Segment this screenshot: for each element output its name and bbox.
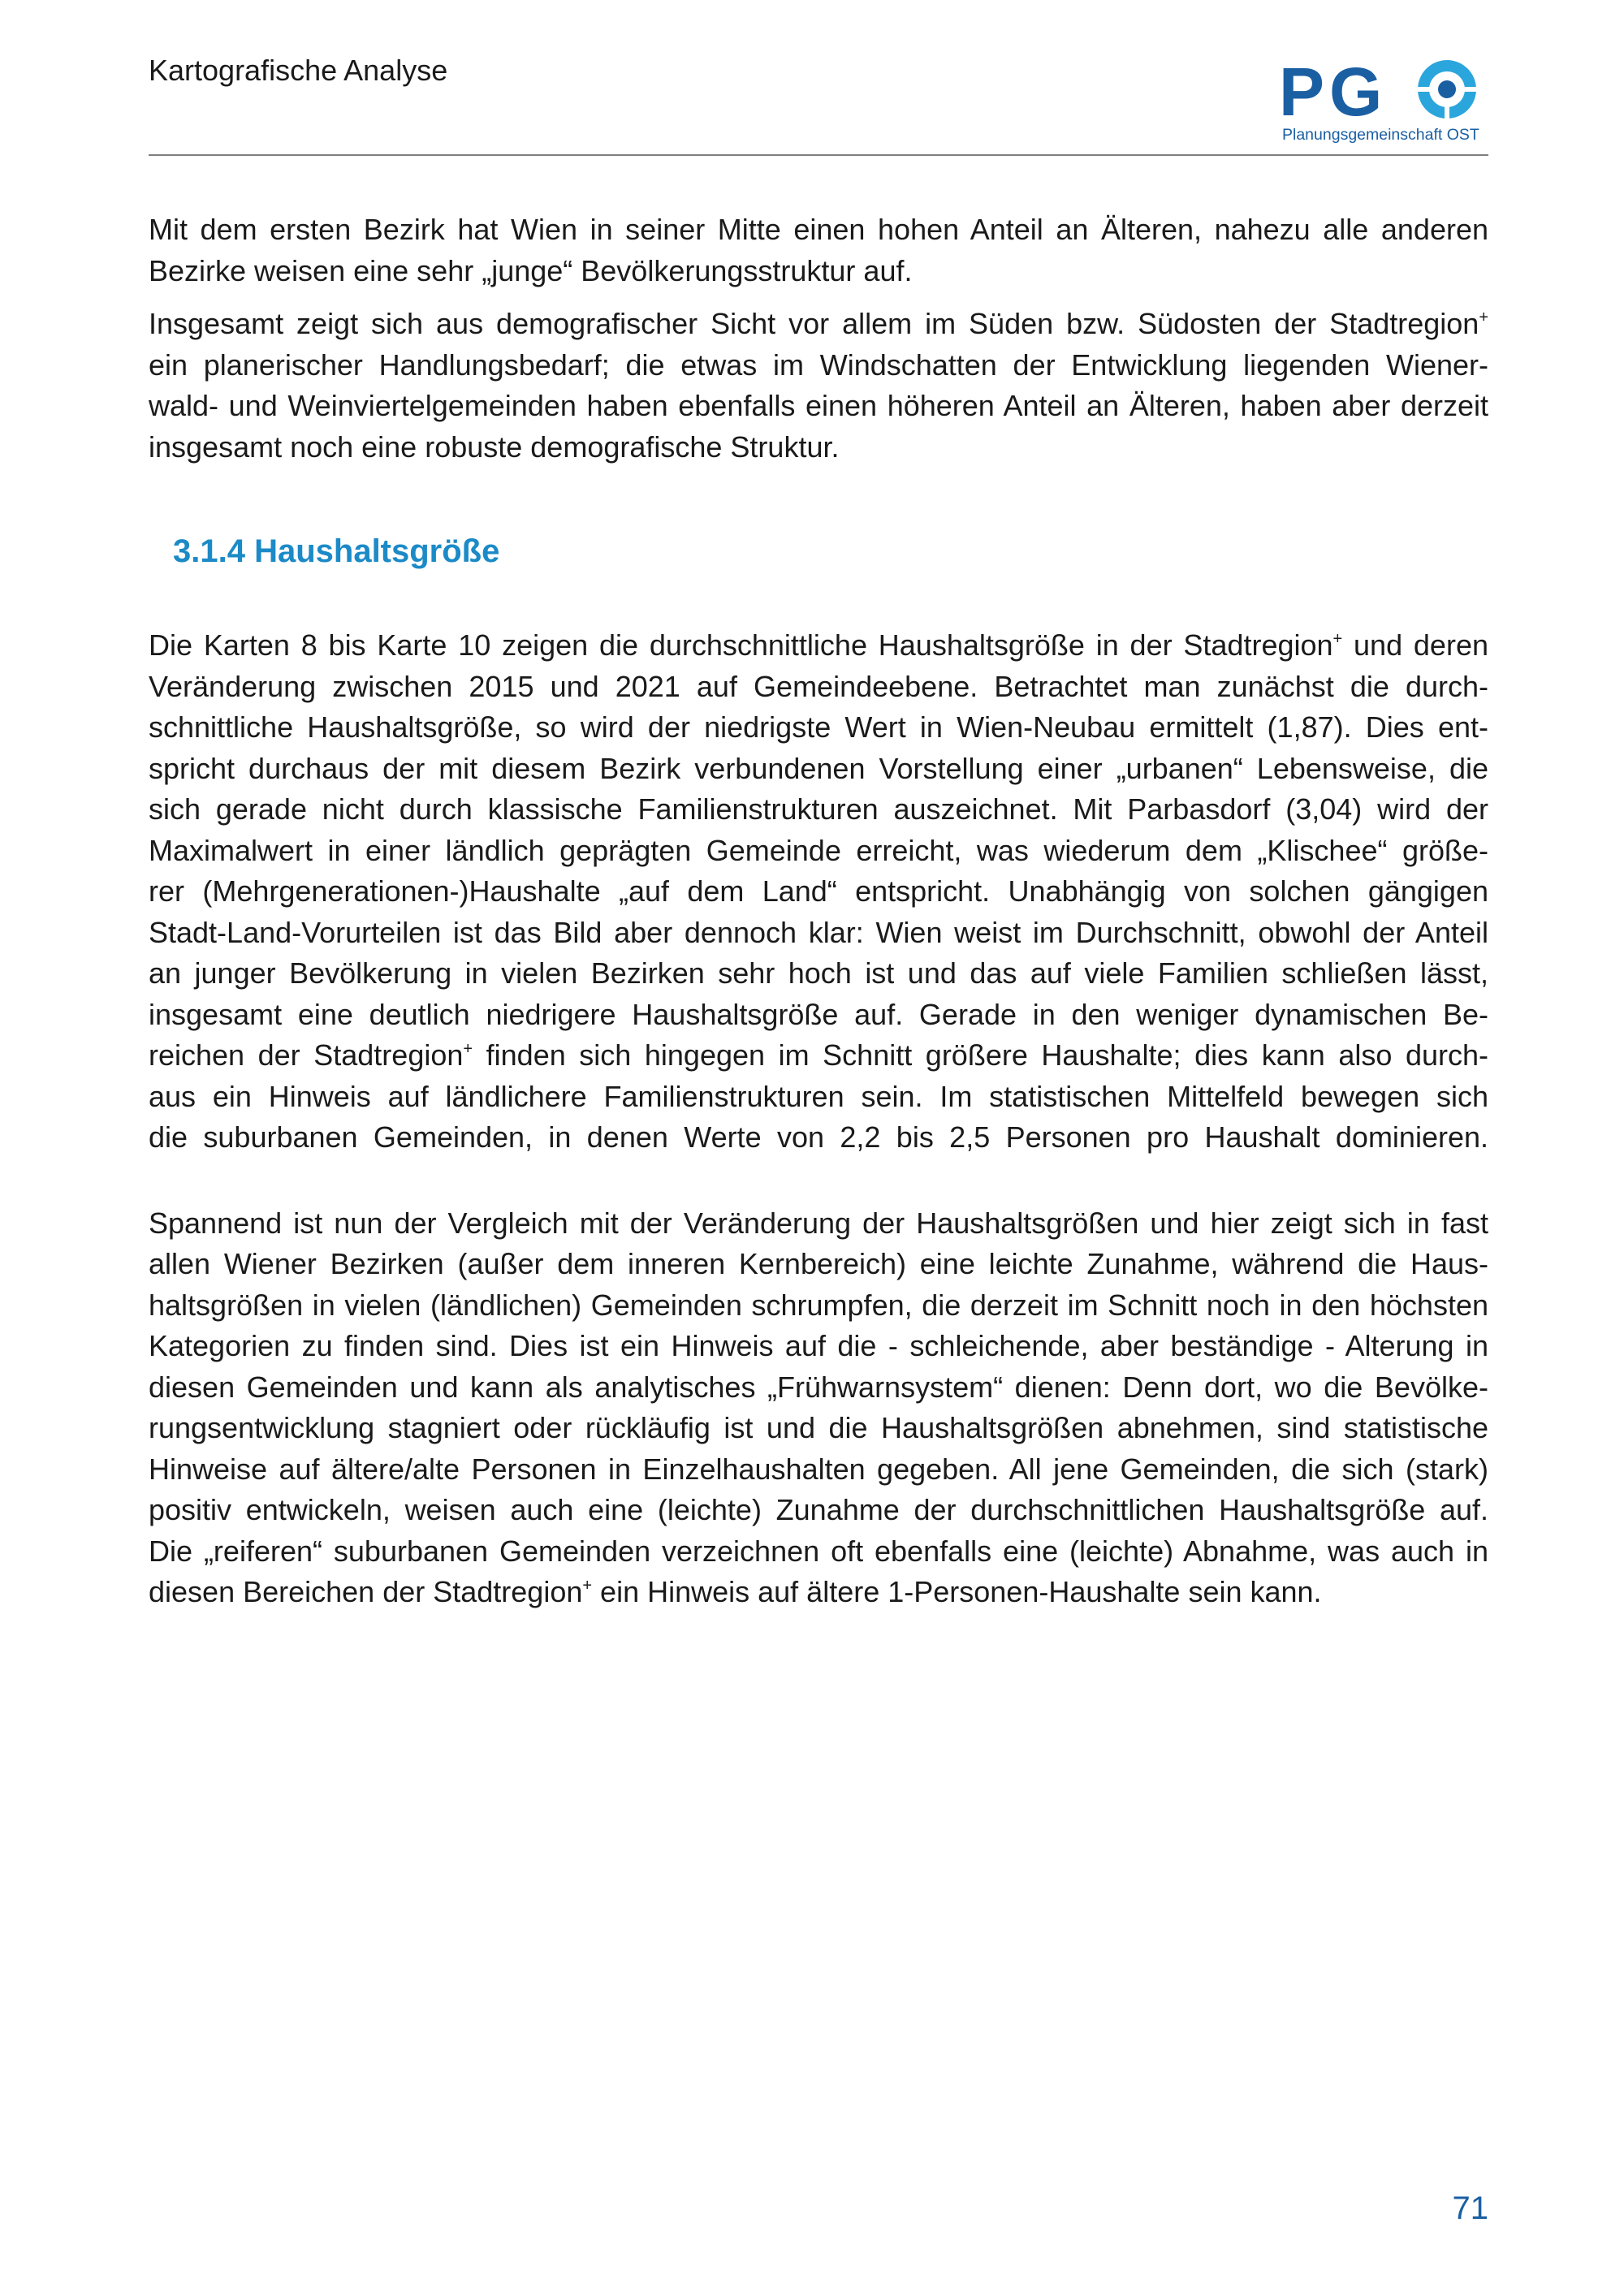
paragraph-household-change — [149, 1203, 1488, 1613]
text-line: ein planerischer Handlungsbedarf; die etwas im Windschatten der Entwicklung liegenden Wiener- — [149, 347, 1488, 382]
text-line: diesen Gemeinden und kann als analytisches „Frühwarnsystem“ dienen: Denn dort, wo die Bevölke- — [149, 1370, 1488, 1404]
text-line: Die „reiferen“ suburbanen Gemeinden verzeichnen oft ebenfalls eine (leichte) Abnahme, was auch in — [149, 1534, 1488, 1568]
page-number: 71 — [1452, 2190, 1488, 2226]
text-line: Mit dem ersten Bezirk hat Wien in seiner Mitte einen hohen Anteil an Älteren, nahezu alle anderen — [149, 213, 1488, 246]
text-line: wald- und Weinviertelgemeinden haben ebenfalls einen höheren Anteil an Älteren, haben aber derzeit — [149, 389, 1488, 422]
text-line: haltsgrößen in vielen (ländlichen) Gemeinden schrumpfen, die derzeit im Schnitt noch in den höchsten — [149, 1288, 1488, 1322]
running-header-title: Kartografische Analyse — [149, 54, 448, 87]
pgo-logo — [1279, 57, 1490, 146]
superscript-plus: + — [1479, 309, 1488, 326]
text-line: Hinweise auf ältere/alte Personen in Einzelhaushalten gegeben. All jene Gemeinden, die sich (stark) — [149, 1452, 1488, 1486]
text-line: schnittliche Haushaltsgröße, so wird der niedrigste Wert in Wien-Neubau ermittelt (1,87). Dies ent- — [149, 710, 1488, 744]
paragraph-household-size — [149, 625, 1488, 1159]
text-line: Bezirke weisen eine sehr „junge“ Bevölkerungsstruktur auf. — [149, 253, 913, 287]
superscript-plus: + — [463, 1040, 473, 1058]
superscript-plus: + — [1332, 630, 1343, 648]
logo-letter-g: G — [1329, 57, 1383, 130]
paragraph-elderly-share — [149, 209, 1488, 291]
text-line: sich gerade nicht durch klassische Familienstrukturen auszeichnet. Mit Parbasdorf (3,04) wird der — [149, 792, 1488, 826]
text-line: an junger Bevölkerung in vielen Bezirken sehr hoch ist und das auf viele Familien schließen lässt, — [149, 956, 1488, 990]
text-line: reichen der Stadtregion+ finden sich hingegen im Schnitt größere Haushalte; dies kann also durch- — [149, 1038, 1488, 1072]
superscript-plus: + — [582, 1577, 593, 1595]
text-line: aus ein Hinweis auf ländlichere Familienstrukturen sein. Im statistischen Mittelfeld bewegen sich — [149, 1079, 1488, 1113]
paragraph-demographic-need — [149, 304, 1488, 468]
logo-letter-p: P — [1279, 57, 1325, 130]
text-line: Veränderung zwischen 2015 und 2021 auf Gemeindeebene. Betrachtet man zunächst die durch- — [149, 669, 1488, 703]
text-line: Insgesamt zeigt sich aus demografischer Sicht vor allem im Süden bzw. Südosten der Stadtregion+ — [149, 307, 1488, 340]
text-line: Spannend ist nun der Vergleich mit der Veränderung der Haushaltsgrößen und hier zeigt sich in fast — [149, 1206, 1488, 1240]
text-line: rer (Mehrgenerationen-)Haushalte „auf dem Land“ entspricht. Unabhängig von solchen gängigen — [149, 874, 1488, 908]
text-line: Maximalwert in einer ländlich geprägten Gemeinde erreicht, was wiederum dem „Klischee“ größe- — [149, 833, 1488, 867]
text-line: Kategorien zu finden sind. Dies ist ein Hinweis auf die - schleichende, aber beständige - Alterung in — [149, 1329, 1488, 1362]
text-line: insgesamt eine deutlich niedrigere Haushaltsgröße auf. Gerade in den weniger dynamischen Be- — [149, 997, 1488, 1031]
text-line: allen Wiener Bezirken (außer dem inneren Kernbereich) eine leichte Zunahme, während die Haus- — [149, 1247, 1488, 1280]
header-divider — [149, 154, 1488, 156]
text-line: spricht durchaus der mit diesem Bezirk verbundenen Vorstellung einer „urbanen“ Lebensweise, die — [149, 751, 1488, 785]
logo-tagline: Planungsgemeinschaft OST — [1282, 126, 1479, 144]
text-line: die suburbanen Gemeinden, in denen Werte von 2,2 bis 2,5 Personen pro Haushalt dominieren. — [149, 1120, 1488, 1154]
text-line: rungsentwicklung stagniert oder rückläufig ist und die Haushaltsgrößen abnehmen, sind statistische — [149, 1411, 1488, 1444]
text-line: diesen Bereichen der Stadtregion+ ein Hinweis auf ältere 1-Personen-Haushalte sein kann. — [149, 1575, 1322, 1608]
text-line: positiv entwickeln, weisen auch eine (leichte) Zunahme der durchschnittlichen Haushaltsgröße auf. — [149, 1493, 1488, 1526]
section-heading: 3.1.4 Haushaltsgröße — [173, 533, 500, 569]
text-line: insgesamt noch eine robuste demografische Struktur. — [149, 429, 840, 464]
text-line: Die Karten 8 bis Karte 10 zeigen die durchschnittliche Haushaltsgröße in der Stadtregion+ und deren — [149, 628, 1488, 662]
text-line: Stadt-Land-Vorurteilen ist das Bild aber dennoch klar: Wien weist im Durchschnitt, obwohl der Anteil — [149, 915, 1488, 949]
pgo-logo-graphic — [1279, 57, 1490, 146]
page-content — [149, 209, 1488, 1613]
logo-globe-icon — [1418, 60, 1476, 119]
